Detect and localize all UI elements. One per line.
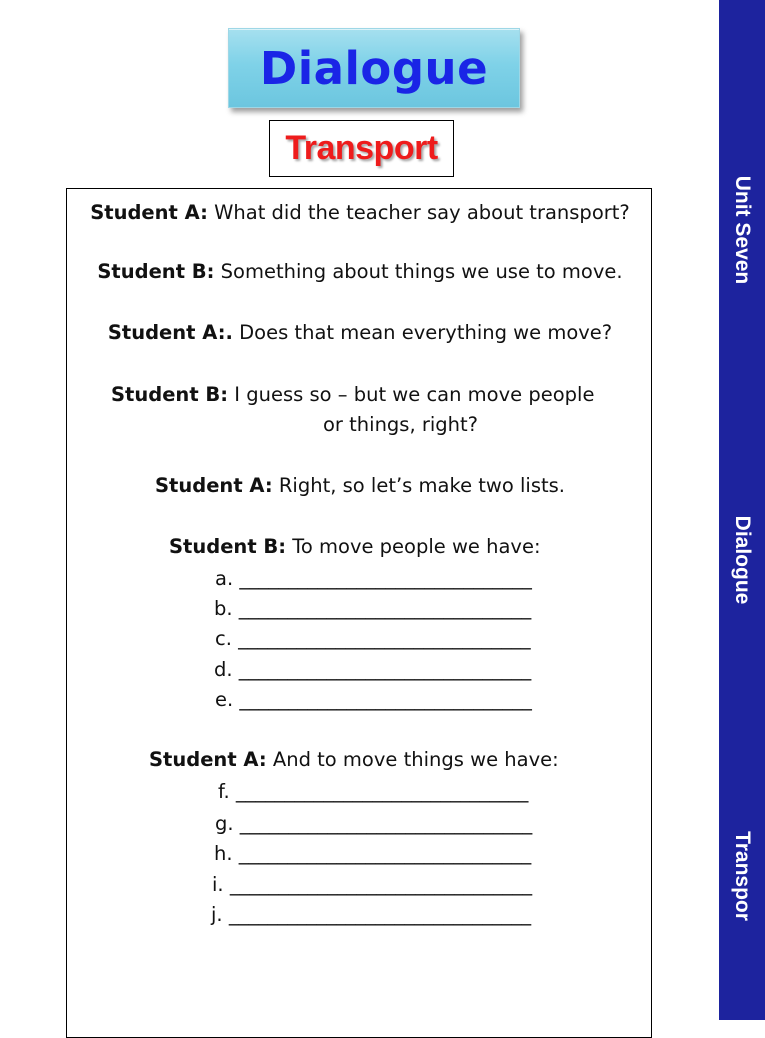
sidebar — [719, 0, 765, 1020]
speaker-label: Student A:. — [107, 321, 233, 344]
list-item: d. ______________________________ — [214, 658, 532, 681]
dialogue-line — [67, 262, 653, 282]
dialogue-text: Does that mean everything we move? — [232, 321, 613, 344]
dialogue-text: What did the teacher say about transport? — [207, 201, 630, 224]
list-item: b. ______________________________ — [214, 597, 532, 620]
dialogue-text: To move people we have: — [286, 535, 541, 558]
list-item: i. _______________________________ — [212, 873, 533, 896]
list-item: g. ______________________________ — [215, 812, 533, 835]
dialogue-line-continued: or things, right? — [323, 413, 479, 436]
dialogue-line — [67, 476, 653, 496]
list-item: a. ______________________________ — [215, 567, 532, 590]
dialogue-text: Something about things we use to move. — [214, 260, 623, 283]
speaker-label: Student A: — [90, 201, 208, 224]
list-item: e. ______________________________ — [215, 688, 532, 711]
speaker-label: Student A: — [149, 748, 267, 771]
page-subtitle: Transport — [285, 129, 438, 167]
dialogue-line — [67, 323, 653, 343]
dialogue-line — [67, 203, 653, 223]
title-banner — [228, 28, 520, 108]
dialogue-line — [149, 750, 559, 770]
sidebar-topic-label: Transpor — [731, 831, 754, 921]
subtitle-box — [269, 120, 454, 177]
list-item: h. ______________________________ — [214, 842, 532, 865]
dialogue-line — [169, 537, 541, 557]
speaker-label: Student A: — [155, 474, 273, 497]
sidebar-section-label: Dialogue — [731, 515, 754, 605]
list-item: c. ______________________________ — [215, 627, 531, 650]
page-title: Dialogue — [259, 41, 489, 95]
sidebar-unit-label: Unit Seven — [731, 175, 754, 285]
dialogue-text: I guess so – but we can move people — [228, 383, 595, 406]
list-item: f. ______________________________ — [218, 780, 529, 803]
speaker-label: Student B: — [97, 260, 215, 283]
dialogue-box — [66, 188, 652, 1038]
dialogue-text: Right, so let’s make two lists. — [272, 474, 565, 497]
list-item: j. _______________________________ — [211, 903, 532, 926]
speaker-label: Student B: — [169, 535, 287, 558]
dialogue-text: And to move things we have: — [266, 748, 559, 771]
dialogue-line — [111, 385, 594, 405]
speaker-label: Student B: — [111, 383, 229, 406]
